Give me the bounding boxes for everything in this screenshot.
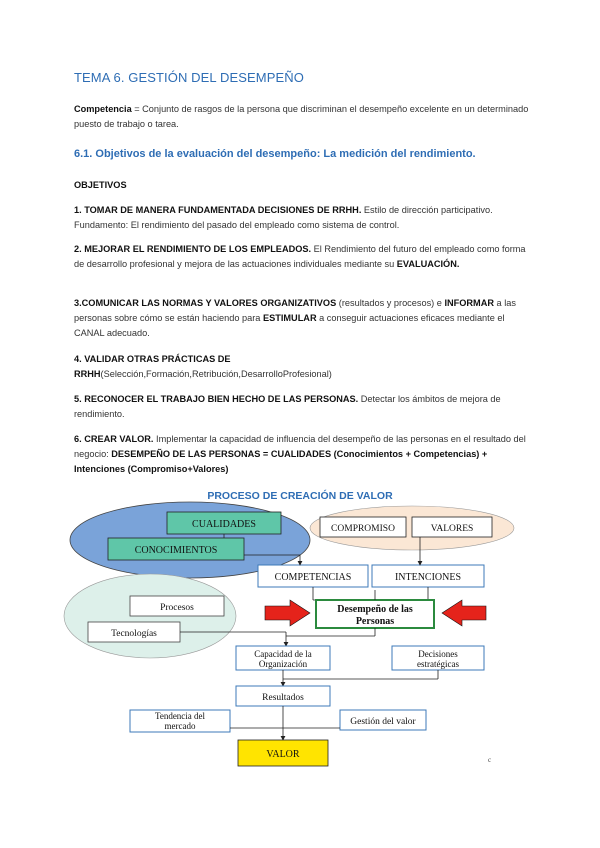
- objective-6-text: Implementar la capacidad de influencia del desempeño de las personas en el resultado del negocio:: [74, 434, 526, 459]
- procesos-label: Procesos: [160, 603, 194, 613]
- valores-label: VALORES: [430, 524, 474, 534]
- tendencia-label-line1: Tendencia del: [154, 711, 206, 721]
- objective-3-estimular: ESTIMULAR: [262, 313, 317, 323]
- page-title: TEMA 6. GESTIÓN DEL DESEMPEÑO: [74, 70, 304, 85]
- objective-5-text: Detectar los ámbitos de mejora de rendimiento.: [74, 394, 501, 419]
- objetivos-heading-text: OBJETIVOS: [74, 180, 127, 190]
- decisiones-label-line2: estratégicas: [417, 659, 459, 669]
- objective-3-text-b: a las personas sobre cómo se están haciendo para: [74, 298, 516, 323]
- diagram-title: PROCESO DE CREACIÓN DE VALOR: [207, 490, 393, 502]
- desempeno-label-line1: Desempeño de las: [337, 604, 413, 615]
- cualidades-label: CUALIDADES: [192, 519, 256, 530]
- desempeno-label-line2: Personas: [355, 616, 395, 627]
- objective-6-formula: DESEMPEÑO DE LAS PERSONAS = CUALIDADES (Conocimientos + Competencias) + Intenciones (Compromiso+Valores): [74, 449, 488, 474]
- objective-1-title: 1. TOMAR DE MANERA FUNDAMENTADA DECISIONES DE RRHH.: [74, 205, 362, 215]
- intenciones-label: INTENCIONES: [394, 572, 462, 583]
- objective-5-title: 5. RECONOCER EL TRABAJO BIEN HECHO DE LAS PERSONAS.: [74, 394, 359, 404]
- objective-3-informar: INFORMAR: [444, 298, 494, 308]
- objective-2-highlight: EVALUACIÓN.: [396, 259, 460, 269]
- corner-mark: c: [488, 756, 492, 764]
- objective-3-text-a: (resultados y procesos) e: [336, 298, 445, 308]
- objective-1-text: Estilo de dirección participativo. Fundamento: El rendimiento del pasado del empleado como sistema de control.: [74, 205, 493, 230]
- objective-2-text: El Rendimiento del futuro del empleado como forma de desarrollo profesional y mejora de las actuaciones individuales mediante su: [74, 244, 526, 269]
- conocimientos-label: CONOCIMIENTOS: [134, 545, 218, 556]
- tendencia-label-line2: mercado: [164, 721, 196, 731]
- compromiso-label: COMPROMISO: [331, 524, 395, 534]
- objective-2-title: 2. MEJORAR EL RENDIMIENTO DE LOS EMPLEADOS.: [74, 244, 312, 254]
- competencia-label: Competencia: [74, 104, 132, 114]
- tecnologias-label: Tecnologías: [111, 629, 157, 639]
- objective-3-text-c: a conseguir actuaciones eficaces mediante el CANAL adecuado.: [74, 313, 505, 338]
- capacidad-label-line1: Capacidad de la: [254, 649, 312, 659]
- section-heading: 6.1. Objetivos de la evaluación del desempeño: La medición del rendimiento.: [74, 148, 476, 160]
- competencias-label: COMPETENCIAS: [274, 572, 352, 583]
- valor-label: VALOR: [266, 749, 300, 760]
- objective-4-text: (Selección,Formación,Retribución,DesarrolloProfesional): [100, 369, 332, 379]
- objective-3-title: 3.COMUNICAR LAS NORMAS Y VALORES ORGANIZATIVOS: [74, 298, 337, 308]
- competencia-text: = Conjunto de rasgos de la persona que discriminan el desempeño excelente en un determinado puesto de trabajo o tarea.: [74, 104, 529, 129]
- objective-6-title: 6. CREAR VALOR.: [74, 434, 154, 444]
- resultados-label: Resultados: [262, 693, 304, 703]
- decisiones-label-line1: Decisiones: [418, 649, 458, 659]
- objective-4-title: 4. VALIDAR OTRAS PRÁCTICAS DE RRHH: [74, 354, 231, 379]
- capacidad-label-line2: Organización: [258, 659, 308, 669]
- gestion-label: Gestión del valor: [350, 717, 416, 727]
